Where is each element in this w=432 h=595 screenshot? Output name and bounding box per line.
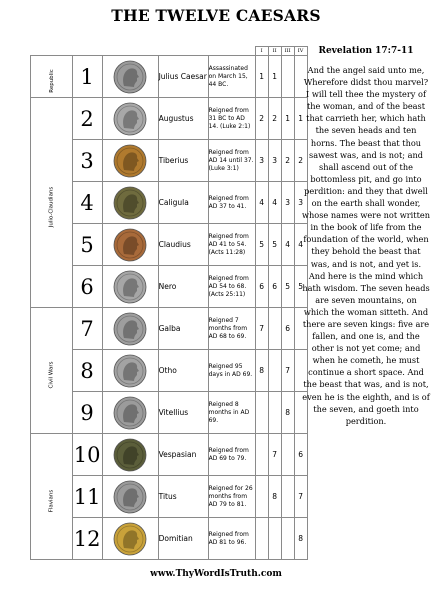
- caesar-number: 2: [72, 98, 102, 140]
- header-blank: [31, 47, 256, 56]
- caesar-name: Vitellius: [158, 392, 208, 434]
- count-col-3: [281, 56, 294, 98]
- count-col-1: 5: [255, 224, 268, 266]
- count-col-2: 7: [268, 434, 281, 476]
- coin-cell: [102, 476, 158, 518]
- count-col-1: [255, 518, 268, 560]
- count-col-2: 2: [268, 98, 281, 140]
- group-label-cell: [31, 56, 73, 98]
- count-col-2: [268, 518, 281, 560]
- coin-portrait-icon: [110, 185, 150, 221]
- count-col-4: 2: [294, 140, 307, 182]
- table-row: [31, 182, 308, 224]
- coin-cell: [102, 266, 158, 308]
- count-col-1: 7: [255, 308, 268, 350]
- reign-note: Reigned for 26 months from AD 79 to 81.: [208, 476, 255, 518]
- table-row: [31, 518, 308, 560]
- caesar-name: Claudius: [158, 224, 208, 266]
- count-col-1: 8: [255, 350, 268, 392]
- group-label: Republic: [48, 69, 55, 93]
- reign-note: Reigned from 31 BC to AD 14. (Luke 2:1): [208, 98, 255, 140]
- count-col-3: 1: [281, 98, 294, 140]
- count-col-2: 3: [268, 140, 281, 182]
- column-header-2: II: [268, 47, 281, 56]
- reign-note: Reigned 8 months in AD 69.: [208, 392, 255, 434]
- count-col-4: 1: [294, 98, 307, 140]
- table-row: [31, 392, 308, 434]
- table-row: [31, 308, 308, 350]
- count-col-1: [255, 434, 268, 476]
- caesar-name: Nero: [158, 266, 208, 308]
- reign-note: Reigned from AD 54 to 68. (Acts 25:11): [208, 266, 255, 308]
- coin-cell: [102, 392, 158, 434]
- caesar-number: 4: [72, 182, 102, 224]
- footer-url: www.ThyWordIsTruth.com: [150, 569, 282, 579]
- group-label: Flavians: [48, 489, 55, 513]
- table-row: [31, 98, 308, 140]
- count-col-3: 4: [281, 224, 294, 266]
- count-col-4: 7: [294, 476, 307, 518]
- count-col-1: 2: [255, 98, 268, 140]
- caesar-name: Otho: [158, 350, 208, 392]
- caesar-number: 7: [72, 308, 102, 350]
- caesar-number: 11: [72, 476, 102, 518]
- coin-cell: [102, 308, 158, 350]
- caesar-number: 9: [72, 392, 102, 434]
- caesar-number: 8: [72, 350, 102, 392]
- coin-portrait-icon: [110, 437, 150, 473]
- caesar-number: 10: [72, 434, 102, 476]
- coin-cell: [102, 98, 158, 140]
- count-col-3: 5: [281, 266, 294, 308]
- reign-note: Reigned from AD 37 to 41.: [208, 182, 255, 224]
- caesar-name: Domitian: [158, 518, 208, 560]
- count-col-4: 5: [294, 266, 307, 308]
- count-col-3: 7: [281, 350, 294, 392]
- coin-portrait-icon: [110, 143, 150, 179]
- count-col-2: [268, 308, 281, 350]
- coin-portrait-icon: [110, 59, 150, 95]
- scripture-reference: Revelation 17:7-11: [318, 46, 414, 56]
- reign-note: Reigned 95 days in AD 69.: [208, 350, 255, 392]
- coin-cell: [102, 434, 158, 476]
- count-col-3: [281, 476, 294, 518]
- count-col-1: 4: [255, 182, 268, 224]
- count-col-1: [255, 392, 268, 434]
- reign-note: Reigned from AD 81 to 96.: [208, 518, 255, 560]
- column-header-4: IV: [294, 47, 307, 56]
- count-col-4: 4: [294, 224, 307, 266]
- column-header-row: [31, 47, 308, 56]
- count-col-2: [268, 350, 281, 392]
- caesar-name: Tiberius: [158, 140, 208, 182]
- count-col-2: 1: [268, 56, 281, 98]
- group-label-cell: [31, 308, 73, 434]
- caesar-name: Augustus: [158, 98, 208, 140]
- coin-portrait-icon: [110, 521, 150, 557]
- caesars-table: [30, 46, 308, 560]
- coin-portrait-icon: [110, 395, 150, 431]
- caesar-name: Julius Caesar: [158, 56, 208, 98]
- caesar-name: Vespasian: [158, 434, 208, 476]
- coin-cell: [102, 518, 158, 560]
- caesar-number: 1: [72, 56, 102, 98]
- table-row: [31, 266, 308, 308]
- table-row: [31, 224, 308, 266]
- caesar-name: Caligula: [158, 182, 208, 224]
- coin-portrait-icon: [110, 353, 150, 389]
- coin-portrait-icon: [110, 101, 150, 137]
- count-col-2: 4: [268, 182, 281, 224]
- count-col-2: 6: [268, 266, 281, 308]
- table-row: [31, 476, 308, 518]
- coin-cell: [102, 56, 158, 98]
- count-col-3: 6: [281, 308, 294, 350]
- coin-portrait-icon: [110, 479, 150, 515]
- scripture-text: And the angel said unto me, Wherefore didst thou marvel? I will tell thee the mystery of the woman, and of the beast that carrieth her, which hath the seven heads and ten horns. The beast that thou sawest was, and is not; and shall ascend out of the bottomless pit, and go into perdition: and they that dwell on the earth shall wonder, whose names were not written in the book of life from the foundation of the world, when they behold the beast that was, and is not, and yet is. And here is the mind which hath wisdom. The seven heads are seven mountains, on which the woman sitteth. And there are seven kings: five are fallen, and one is, and the other is not yet come; and when he cometh, he must continue a short space. And the beast that was, and is not, even he is the eighth, and is of the seven, and goeth into perdition.: [302, 65, 430, 426]
- group-label: Julio-Claudians: [48, 186, 55, 228]
- count-col-3: 8: [281, 392, 294, 434]
- count-col-4: 3: [294, 182, 307, 224]
- count-col-1: [255, 476, 268, 518]
- table-row: [31, 140, 308, 182]
- reign-note: Reigned from AD 41 to 54. (Acts 11:28): [208, 224, 255, 266]
- reign-note: Reigned from AD 14 until 37. (Luke 3:1): [208, 140, 255, 182]
- count-col-2: [268, 392, 281, 434]
- count-col-1: 6: [255, 266, 268, 308]
- count-col-4: 6: [294, 434, 307, 476]
- count-col-1: 1: [255, 56, 268, 98]
- caesar-number: 3: [72, 140, 102, 182]
- page-title: THE TWELVE CAESARS: [111, 6, 321, 25]
- column-header-1: I: [255, 47, 268, 56]
- group-label: Civil Wars: [48, 361, 55, 389]
- coin-cell: [102, 140, 158, 182]
- count-col-3: [281, 434, 294, 476]
- coin-cell: [102, 350, 158, 392]
- table-row: [31, 350, 308, 392]
- caesar-number: 6: [72, 266, 102, 308]
- count-col-2: 8: [268, 476, 281, 518]
- caesar-number: 12: [72, 518, 102, 560]
- coin-portrait-icon: [110, 311, 150, 347]
- scripture-panel: [302, 46, 430, 427]
- reign-note: Reigned from AD 69 to 79.: [208, 434, 255, 476]
- table-row: [31, 434, 308, 476]
- group-label-cell: [31, 98, 73, 308]
- count-col-1: 3: [255, 140, 268, 182]
- table-body: [31, 56, 308, 560]
- count-col-4: 8: [294, 518, 307, 560]
- count-col-3: [281, 518, 294, 560]
- coin-cell: [102, 182, 158, 224]
- coin-cell: [102, 224, 158, 266]
- count-col-3: 3: [281, 182, 294, 224]
- caesar-name: Titus: [158, 476, 208, 518]
- caesar-number: 5: [72, 224, 102, 266]
- table-row: [31, 56, 308, 98]
- coin-portrait-icon: [110, 269, 150, 305]
- count-col-2: 5: [268, 224, 281, 266]
- group-label-cell: [31, 434, 73, 560]
- coin-portrait-icon: [110, 227, 150, 263]
- column-header-3: III: [281, 47, 294, 56]
- caesar-name: Galba: [158, 308, 208, 350]
- reign-note: Assassinated on March 15, 44 BC.: [208, 56, 255, 98]
- count-col-3: 2: [281, 140, 294, 182]
- reign-note: Reigned 7 months from AD 68 to 69.: [208, 308, 255, 350]
